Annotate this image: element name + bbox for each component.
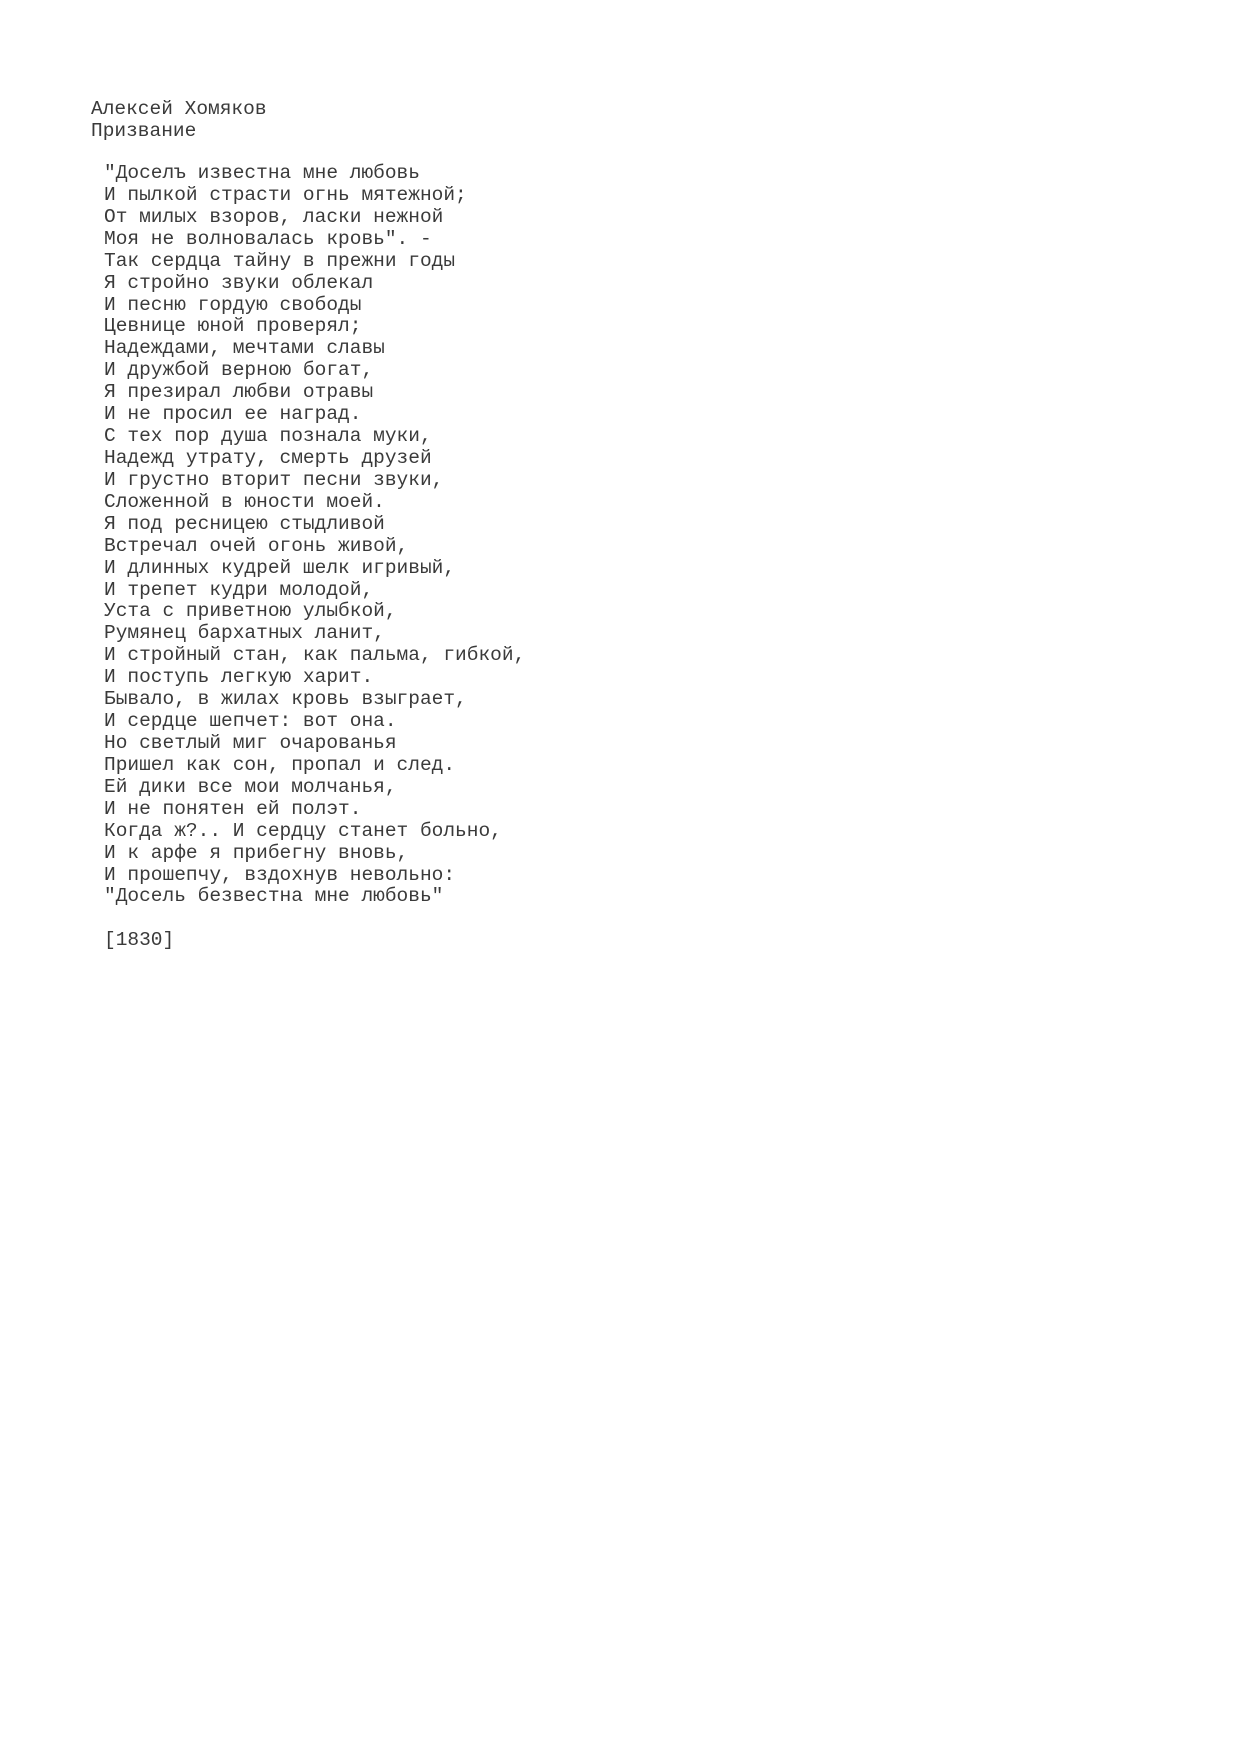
poem-date: [1830] (104, 929, 175, 951)
poem-line: Надежд утрату, смерть друзей (104, 446, 432, 469)
poem-line: Моя не волновалась кровь". - (104, 227, 432, 250)
poem-line: Я под ресницею стыдливой (104, 512, 385, 535)
poem-body (104, 163, 525, 908)
poem-line: Бывало, в жилах кровь взыграет, (104, 688, 467, 711)
author-name: Алексей Хомяков (91, 98, 267, 120)
poem-line: Уста с приветною улыбкой, (104, 600, 397, 623)
poem-line: Я стройно звуки облекал (104, 271, 374, 294)
poem-line: И пылкой страсти огнь мятежной; (104, 183, 467, 206)
poem-line: Встречал очей огонь живой, (104, 534, 409, 557)
poem-line: И прошепчу, вздохнув невольно: (104, 863, 456, 886)
poem-line: И песню гордую свободы (104, 293, 362, 316)
poem-line: И сердце шепчет: вот она. (104, 710, 397, 733)
poem-line: И дружбой верною богат, (104, 359, 374, 382)
poem-line: И к арфе я прибегну вновь, (104, 841, 409, 864)
poem-line: "Досель безвестна мне любовь" (104, 885, 444, 908)
poem-line: Цевнице юной проверял; (104, 315, 362, 338)
poem-title: Призвание (91, 120, 197, 142)
poem-line: С тех пор душа познала муки, (104, 425, 432, 448)
poem-line: И поступь легкую харит. (104, 666, 374, 689)
poem-line: И не понятен ей полэт. (104, 797, 362, 820)
poem-line: И стройный стан, как пальма, гибкой, (104, 644, 526, 667)
poem-line: Пришел как сон, пропал и след. (104, 753, 456, 776)
poem-line: Так сердца тайну в прежни годы (104, 249, 456, 272)
poem-line: Но светлый миг очарованья (104, 731, 397, 754)
poem-line: И длинных кудрей шелк игривый, (104, 556, 456, 579)
poem-line: И трепет кудри молодой, (104, 578, 374, 601)
document-header (91, 98, 267, 142)
poem-line: Когда ж?.. И сердцу станет больно, (104, 819, 502, 842)
poem-line: И грустно вторит песни звуки, (104, 468, 444, 491)
poem-line: "Доселъ известна мне любовь (104, 162, 420, 184)
poem-line: Ей дики все мои молчанья, (104, 775, 397, 798)
poem-line: От милых взоров, ласки нежной (104, 205, 444, 228)
poem-line: Надеждами, мечтами славы (104, 337, 385, 360)
poem-line: Сложенной в юности моей. (104, 490, 385, 513)
poem-line: Румянец бархатных ланит, (104, 622, 385, 645)
poem-line: Я презирал любви отравы (104, 381, 374, 404)
poem-line: И не просил ее наград. (104, 403, 362, 426)
